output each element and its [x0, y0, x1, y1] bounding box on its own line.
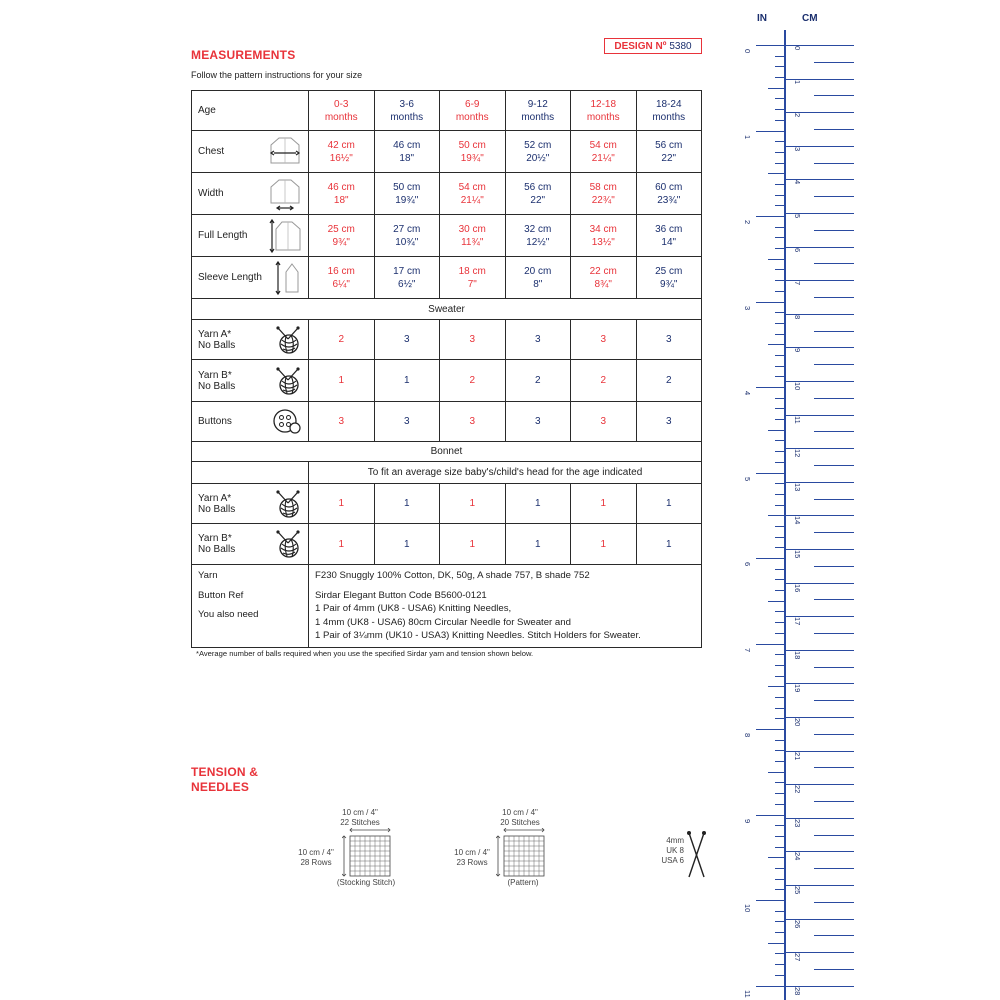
ruler-inch-tick	[775, 334, 784, 335]
ruler-inch-tick	[756, 644, 784, 645]
swatch-height-label: 10 cm / 4" 23 Rows	[454, 848, 490, 867]
ruler-inch-tick	[775, 889, 784, 890]
ruler-inch-tick	[775, 494, 784, 495]
needs-line: 1 Pair of 4mm (UK8 - USA6) Knitting Needles,	[315, 603, 512, 614]
ruler-cm-tick	[814, 801, 854, 802]
ruler-cm-number: 7	[793, 281, 802, 286]
width-diagram-icon	[268, 177, 302, 211]
needle-size-labels: 4mm UK 8 USA 6	[661, 836, 684, 865]
balls-cell: 3	[505, 320, 571, 360]
measure-cell: 16 cm 6¼"	[309, 257, 375, 299]
measure-cell: 60 cm 23¾"	[636, 173, 702, 215]
ruler-inch-tick	[775, 932, 784, 933]
ruler-cm-tick	[814, 398, 854, 399]
button-icon	[272, 408, 302, 436]
you-also-need-label: You also need	[198, 609, 259, 620]
balls-cell: 1	[309, 360, 375, 402]
ruler-cm-tick	[814, 263, 854, 264]
ruler-cm-number: 28	[793, 986, 802, 996]
chest-row	[192, 131, 702, 173]
measure-cell: 56 cm 22"	[505, 173, 571, 215]
ruler-inch-tick	[775, 921, 784, 922]
yarn-b-label: Yarn B* No Balls	[198, 533, 236, 555]
measure-cell: 25 cm 9¾"	[636, 257, 702, 299]
ruler-inch-tick	[775, 205, 784, 206]
ruler-cm-tick	[814, 465, 854, 466]
ruler-inch-tick	[756, 986, 784, 987]
ruler-inch-tick	[775, 483, 784, 484]
ruler-inch-tick	[756, 216, 784, 217]
buttons-cell: 3	[309, 402, 375, 442]
ruler-inch-tick	[775, 237, 784, 238]
measure-cell: 32 cm 12½"	[505, 215, 571, 257]
full-length-row	[192, 215, 702, 257]
ruler-inch-tick	[775, 879, 784, 880]
ruler-inch-tick	[768, 857, 784, 858]
balls-cell: 3	[440, 320, 506, 360]
full-length-diagram-icon	[268, 218, 302, 254]
buttons-cell: 3	[636, 402, 702, 442]
info-row	[192, 565, 702, 648]
balls-cell: 1	[571, 484, 637, 524]
ruler-inch-number: 0	[743, 49, 752, 54]
ruler-cm-tick	[814, 566, 854, 567]
ruler-inch-number: 1	[743, 134, 752, 139]
ruler-inch-tick	[775, 141, 784, 142]
ruler-inch-tick	[775, 708, 784, 709]
width-label: Width	[198, 188, 224, 199]
ruler-inch-tick	[756, 473, 784, 474]
swatch-width-label: 10 cm / 4" 20 Stitches	[500, 808, 540, 827]
bonnet-note: To fit an average size baby's/child's head for the age indicated	[309, 462, 702, 484]
measure-cell: 42 cm 16½"	[309, 131, 375, 173]
balls-cell: 1	[309, 484, 375, 524]
ruler-cm-tick	[814, 767, 854, 768]
ruler-cm-number: 21	[793, 751, 802, 760]
ruler-cm-number: 19	[793, 684, 802, 693]
balls-cell: 1	[374, 524, 440, 565]
ruler-inch-number: 8	[743, 733, 752, 738]
ruler-inch-tick	[775, 847, 784, 848]
measure-cell: 17 cm 6½"	[374, 257, 440, 299]
size-header: 18-24 months	[636, 91, 702, 131]
ruler-inch-tick	[775, 419, 784, 420]
ruler-inch-tick	[775, 622, 784, 623]
measure-cell: 46 cm 18"	[309, 173, 375, 215]
ruler-cm-number: 16	[793, 583, 802, 592]
ruler-inch-tick	[775, 291, 784, 292]
yarn-ball-icon	[274, 529, 302, 559]
ruler-inch-tick	[775, 782, 784, 783]
yarn-a-label: Yarn A* No Balls	[198, 328, 236, 351]
knitting-needles-icon	[686, 830, 708, 880]
chest-diagram-icon	[268, 135, 302, 169]
yarn-info-label: Yarn	[198, 570, 218, 581]
measure-cell: 50 cm 19¾"	[440, 131, 506, 173]
swatch-caption: (Pattern)	[507, 878, 539, 887]
measure-cell: 30 cm 11¾"	[440, 215, 506, 257]
size-header: 9-12 months	[505, 91, 571, 131]
buttons-cell: 3	[440, 402, 506, 442]
ruler-inch-tick	[775, 462, 784, 463]
needs-line: 1 Pair of 3¼mm (UK10 - USA3) Knitting Needles. Stitch Holders for Sweater.	[315, 630, 641, 641]
ruler-inch-tick	[775, 537, 784, 538]
ruler-cm-tick	[814, 95, 854, 96]
ruler-inch-tick	[756, 900, 784, 901]
ruler-cm-number: 14	[793, 516, 802, 525]
balls-cell: 2	[636, 360, 702, 402]
ruler-inch-tick	[775, 633, 784, 634]
ruler-inch-number: 9	[743, 818, 752, 823]
sleeve-length-row	[192, 257, 702, 299]
ruler-cm-tick	[814, 599, 854, 600]
footnote: *Average number of balls required when you use the specified Sirdar yarn and tension shown below.	[196, 649, 534, 658]
balls-cell: 1	[374, 484, 440, 524]
ruler-cm-number: 8	[793, 314, 802, 319]
ruler-inch-tick	[775, 56, 784, 57]
ruler-inch-tick	[775, 66, 784, 67]
ruler-cm-number: 9	[793, 348, 802, 353]
ruler-inch-tick	[775, 109, 784, 110]
ruler-cm-number: 4	[793, 180, 802, 185]
tension-swatch-stocking	[290, 808, 420, 898]
ruler-inch-number: 11	[743, 989, 752, 998]
ruler-inch-tick	[775, 579, 784, 580]
ruler-inch-tick	[775, 911, 784, 912]
ruler-inch-tick	[775, 323, 784, 324]
yarn-ball-icon	[274, 366, 302, 396]
measure-cell: 34 cm 13½"	[571, 215, 637, 257]
buttons-row	[192, 402, 702, 442]
ruler-cm-number: 18	[793, 650, 802, 660]
balls-cell: 1	[636, 524, 702, 565]
age-label: Age	[192, 91, 309, 131]
ruler-inch-tick	[775, 505, 784, 506]
measure-cell: 27 cm 10¾"	[374, 215, 440, 257]
bonnet-yarn-a-row	[192, 484, 702, 524]
info-values	[309, 565, 702, 648]
ruler-cm-tick	[814, 532, 854, 533]
ruler-inch-tick	[768, 601, 784, 602]
ruler-inch-tick	[775, 825, 784, 826]
measure-cell: 54 cm 21¼"	[571, 131, 637, 173]
design-number: 5380	[669, 40, 692, 52]
ruler-cm-number: 1	[793, 79, 802, 84]
balls-cell: 2	[505, 360, 571, 402]
balls-cell: 1	[505, 524, 571, 565]
age-row	[192, 91, 702, 131]
balls-cell: 1	[636, 484, 702, 524]
ruler-cm-tick	[814, 935, 854, 936]
ruler-inch-tick	[775, 953, 784, 954]
ruler-cm-tick	[814, 62, 854, 63]
design-label: DESIGN Nº	[614, 40, 667, 52]
ruler-inch-tick	[775, 964, 784, 965]
balls-cell: 1	[440, 484, 506, 524]
ruler-cm-number: 27	[793, 953, 802, 962]
buttons-cell: 3	[571, 402, 637, 442]
ruler-cm-tick	[814, 297, 854, 298]
ruler-inch-tick	[756, 558, 784, 559]
ruler-inch-tick	[775, 547, 784, 548]
sweater-yarn-a-row	[192, 320, 702, 360]
ruler-inch-tick	[775, 590, 784, 591]
ruler-inch-tick	[756, 45, 784, 46]
ruler-inch-tick	[775, 569, 784, 570]
ruler-cm-tick	[814, 734, 854, 735]
measure-cell: 52 cm 20½"	[505, 131, 571, 173]
bonnet-heading: Bonnet	[192, 442, 702, 462]
ruler-cm-number: 23	[793, 818, 802, 828]
ruler-inch-tick	[775, 793, 784, 794]
ruler-inch-tick	[775, 184, 784, 185]
ruler-inch-tick	[775, 366, 784, 367]
balls-cell: 2	[571, 360, 637, 402]
measure-cell: 50 cm 19¾"	[374, 173, 440, 215]
ruler-cm-number: 24	[793, 852, 802, 861]
ruler-cm-number: 26	[793, 919, 802, 928]
ruler-inch-tick	[775, 697, 784, 698]
ruler-cm-number: 10	[793, 382, 802, 391]
ruler-inch-tick	[775, 120, 784, 121]
ruler-inch-tick	[775, 163, 784, 164]
ruler-inch-tick	[775, 312, 784, 313]
ruler-inch-tick	[775, 98, 784, 99]
sleeve-length-label: Sleeve Length	[198, 272, 262, 283]
ruler-cm-number: 20	[793, 718, 802, 727]
ruler-cm-number: 11	[793, 415, 802, 424]
ruler-cm-number: 15	[793, 550, 802, 559]
balls-cell: 2	[309, 320, 375, 360]
ruler-inch-tick	[775, 611, 784, 612]
balls-cell: 2	[440, 360, 506, 402]
ruler-inch-tick	[775, 975, 784, 976]
ruler-inch-tick	[775, 398, 784, 399]
ruler-inch-tick	[775, 761, 784, 762]
ruler-inch-number: 6	[743, 562, 752, 567]
ruler-inch-number: 4	[743, 391, 752, 396]
ruler-inch-label: IN	[757, 13, 767, 24]
ruler-inch-tick	[775, 676, 784, 677]
measure-cell: 20 cm 8"	[505, 257, 571, 299]
ruler-cm-tick	[814, 667, 854, 668]
size-header: 3-6 months	[374, 91, 440, 131]
ruler-cm-number: 12	[793, 449, 802, 458]
buttons-cell: 3	[505, 402, 571, 442]
ruler-inch-tick	[768, 515, 784, 516]
measure-cell: 36 cm 14"	[636, 215, 702, 257]
ruler-cm-number: 0	[793, 46, 802, 51]
ruler-inch-tick	[775, 451, 784, 452]
measuring-ruler	[740, 30, 860, 1000]
needle-size-box	[650, 830, 710, 880]
chest-label: Chest	[198, 146, 225, 157]
ruler-cm-tick	[814, 700, 854, 701]
width-row	[192, 173, 702, 215]
buttons-label: Buttons	[198, 416, 232, 427]
sweater-heading: Sweater	[192, 299, 702, 320]
ruler-inch-tick	[768, 943, 784, 944]
ruler-cm-number: 17	[793, 617, 802, 626]
ruler-inch-number: 3	[743, 305, 752, 310]
balls-cell: 1	[309, 524, 375, 565]
ruler-inch-number: 10	[743, 904, 752, 913]
balls-cell: 1	[571, 524, 637, 565]
page-title: MEASUREMENTS	[191, 48, 296, 62]
ruler-inch-tick	[775, 408, 784, 409]
balls-cell: 1	[505, 484, 571, 524]
ruler-inch-tick	[775, 526, 784, 527]
ruler-cm-number: 3	[793, 146, 802, 151]
info-labels	[192, 565, 309, 648]
size-header: 0-3 months	[309, 91, 375, 131]
measure-cell: 58 cm 22¾"	[571, 173, 637, 215]
ruler-inch-tick	[775, 269, 784, 270]
balls-cell: 3	[374, 320, 440, 360]
ruler-cm-tick	[814, 835, 854, 836]
measure-cell: 56 cm 22"	[636, 131, 702, 173]
ruler-inch-tick	[756, 302, 784, 303]
ruler-cm-tick	[814, 196, 854, 197]
balls-cell: 3	[636, 320, 702, 360]
ruler-cm-tick	[814, 230, 854, 231]
ruler-inch-tick	[768, 173, 784, 174]
measure-cell: 22 cm 8¾"	[571, 257, 637, 299]
yarn-ball-icon	[274, 325, 302, 355]
ruler-inch-tick	[775, 740, 784, 741]
ruler-inch-tick	[756, 729, 784, 730]
ruler-inch-tick	[775, 227, 784, 228]
ruler-inch-tick	[768, 772, 784, 773]
balls-cell: 3	[571, 320, 637, 360]
bonnet-section-row	[192, 442, 702, 462]
tension-grid-icon	[496, 828, 548, 880]
ruler-inch-tick	[775, 77, 784, 78]
tension-grid-icon	[342, 828, 394, 880]
full-length-label: Full Length	[198, 230, 248, 241]
ruler-inch-tick	[768, 430, 784, 431]
ruler-inch-tick	[775, 376, 784, 377]
tension-title: TENSION & NEEDLES	[191, 765, 259, 794]
ruler-inch-tick	[775, 195, 784, 196]
bonnet-note-row	[192, 462, 702, 484]
ruler-inch-tick	[768, 344, 784, 345]
ruler-cm-label: CM	[802, 13, 818, 24]
ruler-inch-tick	[775, 280, 784, 281]
bonnet-yarn-b-row	[192, 524, 702, 565]
measure-cell: 46 cm 18"	[374, 131, 440, 173]
ruler-cm-tick	[814, 331, 854, 332]
tension-swatch-pattern	[444, 808, 574, 898]
ruler-cm-number: 2	[793, 113, 802, 118]
ruler-inch-tick	[775, 248, 784, 249]
measurements-table	[191, 90, 702, 648]
ruler-cm-number: 6	[793, 247, 802, 252]
measure-cell: 18 cm 7"	[440, 257, 506, 299]
measure-cell: 54 cm 21¼"	[440, 173, 506, 215]
balls-cell: 1	[440, 524, 506, 565]
ruler-inch-tick	[775, 152, 784, 153]
ruler-cm-tick	[814, 364, 854, 365]
swatch-caption: (Stocking Stitch)	[336, 878, 396, 887]
ruler-inch-tick	[775, 355, 784, 356]
ruler-cm-number: 13	[793, 482, 802, 492]
ruler-cm-tick	[814, 969, 854, 970]
ruler-cm-tick	[814, 868, 854, 869]
size-header: 12-18 months	[571, 91, 637, 131]
ruler-inch-number: 2	[743, 220, 752, 225]
ruler-inch-tick	[768, 259, 784, 260]
yarn-ball-icon	[274, 489, 302, 519]
design-number-box	[604, 38, 702, 54]
yarn-a-label: Yarn A* No Balls	[198, 492, 236, 515]
ruler-cm-tick	[814, 431, 854, 432]
ruler-inch-number: 5	[743, 476, 752, 481]
sleeve-length-diagram-icon	[274, 260, 302, 296]
ruler-cm-number: 5	[793, 214, 802, 219]
ruler-inch-tick	[775, 836, 784, 837]
ruler-cm-tick	[814, 902, 854, 903]
size-header: 6-9 months	[440, 91, 506, 131]
ruler-inch-tick	[775, 654, 784, 655]
ruler-inch-tick	[756, 815, 784, 816]
swatch-width-label: 10 cm / 4" 22 Stitches	[340, 808, 380, 827]
ruler-inch-tick	[768, 686, 784, 687]
subtitle: Follow the pattern instructions for your size	[191, 70, 363, 80]
ruler-inch-tick	[775, 440, 784, 441]
button-ref-label: Button Ref	[198, 589, 244, 601]
ruler-inch-tick	[756, 387, 784, 388]
ruler-cm-number: 25	[793, 886, 802, 895]
sweater-section-row	[192, 299, 702, 320]
ruler-inch-tick	[756, 131, 784, 132]
ruler-inch-tick	[768, 88, 784, 89]
balls-cell: 1	[374, 360, 440, 402]
ruler-inch-tick	[775, 804, 784, 805]
buttons-cell: 3	[374, 402, 440, 442]
yarn-b-label: Yarn B* No Balls	[198, 369, 236, 392]
yarn-info-value: F230 Snuggly 100% Cotton, DK, 50g, A shade 757, B shade 752	[315, 570, 590, 581]
button-ref-value: Sirdar Elegant Button Code B5600-0121	[315, 589, 487, 601]
ruler-inch-number: 7	[743, 647, 752, 652]
ruler-cm-tick	[814, 163, 854, 164]
swatch-height-label: 10 cm / 4" 28 Rows	[298, 848, 334, 867]
ruler-inch-tick	[775, 750, 784, 751]
ruler-inch-tick	[775, 665, 784, 666]
ruler-cm-tick	[814, 129, 854, 130]
ruler-cm-tick	[814, 499, 854, 500]
ruler-inch-tick	[775, 868, 784, 869]
measure-cell: 25 cm 9¾"	[309, 215, 375, 257]
ruler-cm-tick	[814, 633, 854, 634]
ruler-inch-tick	[775, 718, 784, 719]
ruler-cm-number: 22	[793, 785, 802, 794]
sweater-yarn-b-row	[192, 360, 702, 402]
needs-line: 1 4mm (UK8 - USA6) 80cm Circular Needle for Sweater and	[315, 616, 571, 628]
